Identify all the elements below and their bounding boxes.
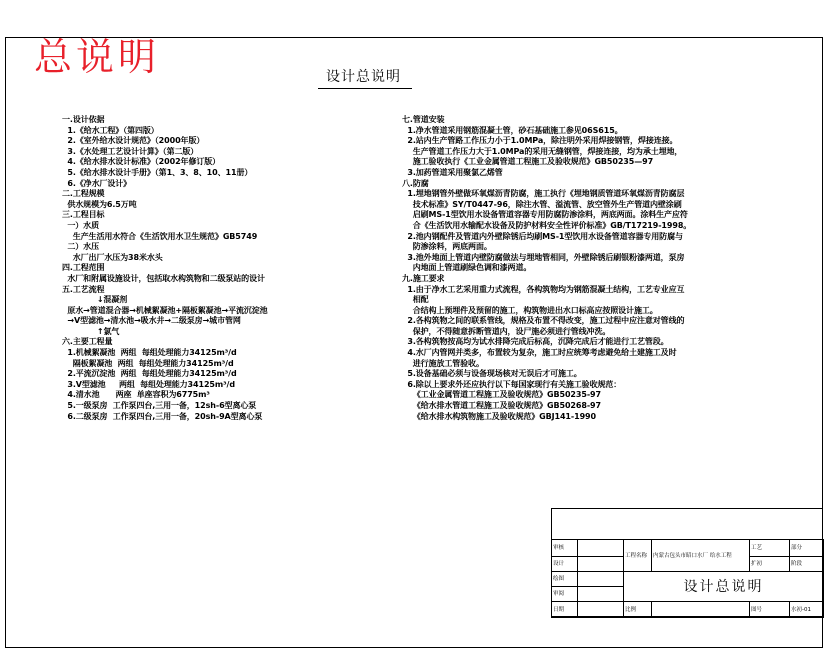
note-line: 1.净水管道采用钢筋混凝土管，砂石基础施工参见06S615。 [402,125,623,135]
note-line: 《给水排水构筑物施工及验收规范》GBJ141-1990 [402,411,596,421]
note-line: 进行施放工管验收。 [402,358,484,368]
note-line: 隔板絮凝池 两组 每组处理能力34125m³/d [62,358,234,368]
note-line: 5.一级泵房 工作泵四台,三用一备，12sh-6型离心泵 [62,401,257,411]
note-line: 4.水厂内管网并类多，布置较为复杂，施工时应统筹考虑避免给土建施工及时 [402,348,677,358]
note-line: 合结构上预埋件及预留的施工，构筑物进出水口标高应按照设计施工。 [402,305,658,315]
note-line: 1.机械絮凝池 两组 每组处理能力34125m³/d [62,348,237,358]
note-line: 三.工程目标 [62,210,105,220]
page-title: 设计总说明 [326,69,401,85]
tb-scale-label: 比例 [624,602,652,618]
tb-check-label: 审阅 [552,587,578,602]
note-line: 施工验收执行《工业金属管道工程施工及验收规范》GB50235—97 [402,157,654,167]
note-line: 水厂和附属设施设计，包括取水构筑物和二级泵站的设计 [62,273,265,283]
note-line: 3.加药管道采用聚氯乙烯管 [402,167,503,177]
note-line: 6.二级泵房 工作泵四台,三用一备，20sh-9A型离心泵 [62,411,263,421]
note-line: 2.各构筑物之间的联系管线，规格及布置不得改变，施工过程中应注意对管线的 [402,316,685,326]
note-line: →V型滤池→清水池→吸水井→二级泵房→城市管网 [62,316,241,326]
tb-project-name: 内蒙古包头市昭口水厂 给水工程 [652,540,750,572]
note-line: 3.《水处理工艺设计计算》（第二版） [62,146,199,156]
note-line: 6.除以上要求外还应执行以下每国家现行有关施工验收规范： [402,379,622,389]
note-line: ↓混凝剂 [62,295,128,305]
tb-review-label: 审核 [552,540,578,557]
tb-date-label: 日期 [552,602,578,618]
note-line: 5.设备基础必须与设备现场核对无误后才可施工。 [402,369,582,379]
note-line: 2.池内钢配件及管道内外壁除锈后均刷MS-1型饮用水设备管道容器专用防腐与 [402,231,683,241]
note-line: 5.《给水排水设计手册》（第1、3、8、10、11册） [62,167,253,177]
tb-design-value [578,557,624,572]
note-line: 3.V型滤池 两组 每组处理能力34125m³/d [62,379,235,389]
tb-check-value [578,587,624,602]
tb-drawing-no: 水初-01 [790,602,824,618]
note-line: 合《生活饮用水输配水设备及防护材料安全性评价标准》GB/T17219-1998。 [402,220,692,230]
note-line: 水厂出厂水压为38米水头 [62,252,163,262]
note-line: 《给水排水管道工程施工及验收规范》GB50268-97 [402,401,601,411]
tb-scale-value [652,602,750,618]
tb-review-value [578,540,624,557]
note-line: 1.由于净水工艺采用重力式流程，各构筑物均为钢筋混凝土结构，工艺专业应互 [402,284,685,294]
note-line: 3.各构筑物按高均为试水排降完成后标高，沉降完成后才能进行工艺管段。 [402,337,669,347]
tb-drawing-no-label: 图号 [750,602,790,618]
left-notes-column [62,115,268,422]
note-line: 生产生活用水符合《生活饮用水卫生规范》GB5749 [62,231,258,241]
note-line: 启刷MS-1型饮用水设备管道容器专用防腐防渗涂料，两底两面。涂料生产应符 [402,210,688,220]
tb-date-value [578,602,624,618]
note-line: 九.施工要求 [402,273,445,283]
note-line: 原水→管道混合器→机械絮凝池+隔板絮凝池→平流沉淀池 [62,305,268,315]
note-line: 四.工程范围 [62,263,105,273]
tb-design-label: 设计 [552,557,578,572]
note-line: 相配 [402,295,429,305]
note-line: 6.《净水厂设计》 [62,178,132,188]
note-line: 二.工程规模 [62,189,105,199]
note-line: 生产管道工作压力大于1.0MPa的采用无缝钢管，焊接连接，均为承土埋地， [402,146,683,156]
note-line: 二）水压 [62,242,99,252]
tb-draw-label: 绘图 [552,572,578,587]
tb-project-label: 工程名称 [624,540,652,572]
note-line: 1.埋地钢管外壁做环氧煤沥青防腐，施工执行《埋地钢质管道环氧煤沥青防腐层 [402,189,685,199]
tb-part: 部分 [790,540,824,557]
note-line: 1.《给水工程》（第四版） [62,125,159,135]
tb-stage: 阶段 [790,557,824,572]
title-block-table [551,539,824,618]
stamp-title: 总说明 [34,35,161,79]
note-line: 六.主要工程量 [62,337,113,347]
right-notes-column [402,115,691,422]
note-line: 供水规模为6.5万吨 [62,199,137,209]
tb-draw-value [578,572,624,587]
note-line: 一）水质 [62,220,99,230]
note-line: 2.站内生产管路工作压力小于1.0MPa，除注明外采用焊接钢管，焊接连接。 [402,136,678,146]
tb-discipline: 工艺 [750,540,790,557]
title-underline [318,88,412,89]
note-line: 4.《给水排水设计标准》（2002年修订版） [62,157,221,167]
note-line: 七.管道安装 [402,115,445,124]
note-line: 《工业金属管道工程施工及验收规范》GB50235-97 [402,390,601,400]
tb-drawing-name: 设计总说明 [624,572,824,602]
note-line: 一.设计依据 [62,115,105,124]
tb-stage-type: 扩初 [750,557,790,572]
note-line: 2.平流沉淀池 两组 每组处理能力34125m³/d [62,369,237,379]
note-line: 3.池外地面上管道内壁防腐做法与埋地管相同，外壁除锈后刷银粉漆两道，泵房 [402,252,685,262]
note-line: 4.清水池 两座 单座容积为6775m³ [62,390,210,400]
note-line: ↑氯气 [62,326,120,336]
note-line: 保护，不得随意拆断管道内，设尸施必须进行管线冲洗。 [402,326,611,336]
note-line: 五.工艺流程 [62,284,105,294]
note-line: 2.《室外给水设计规范》（2000年版） [62,136,205,146]
note-line: 内地面上管道刷绿色调和漆两道。 [402,263,532,273]
note-line: 防渗涂料，两底两面。 [402,242,492,252]
note-line: 八.防腐 [402,178,429,188]
note-line: 技术标准》SY/T0447-96，除注水管、溢流管、放空管外生产管道内壁涂刷 [402,199,682,209]
